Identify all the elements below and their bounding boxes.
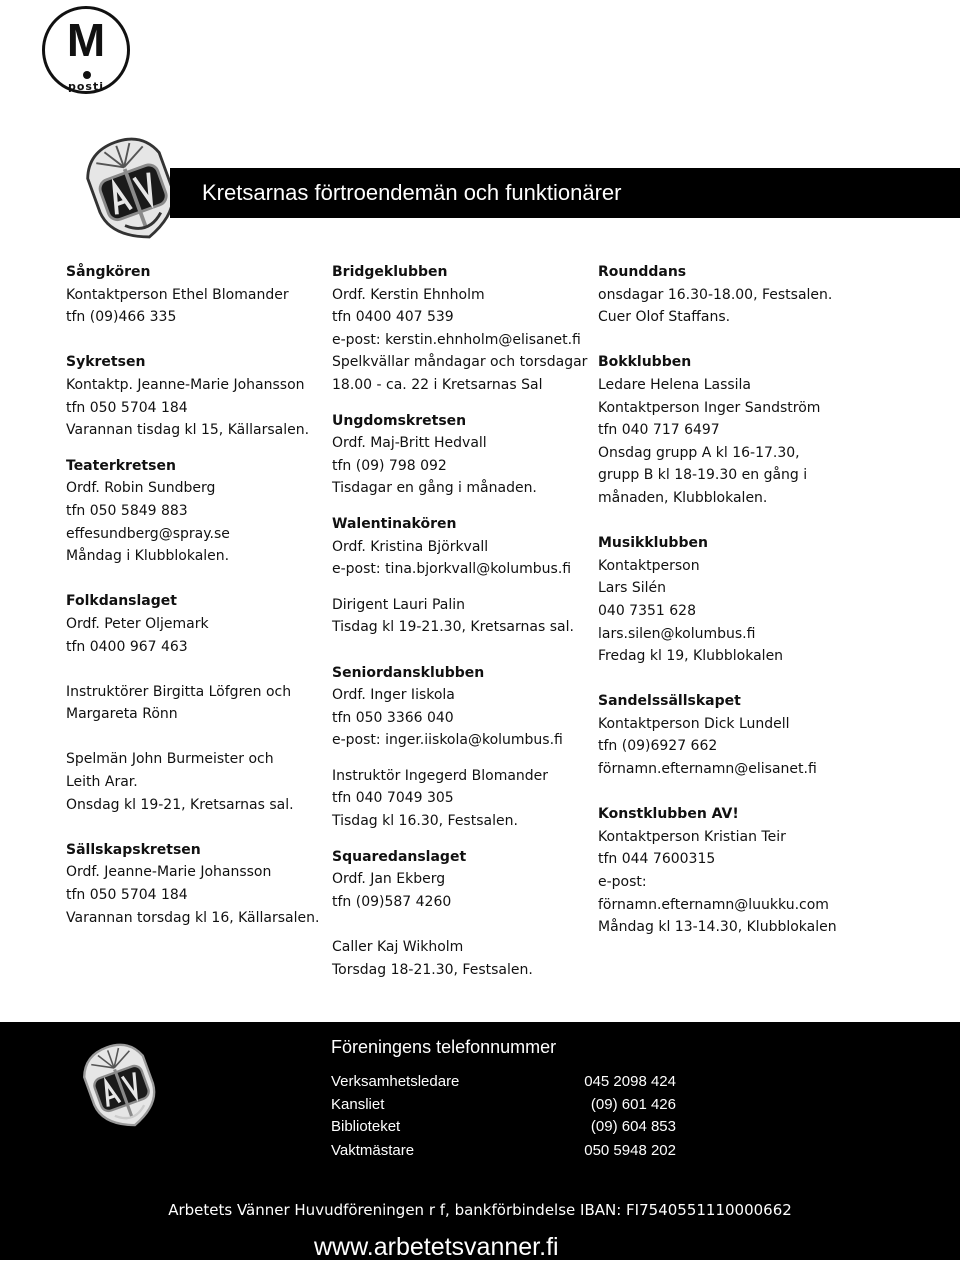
- spacer: [598, 668, 878, 691]
- text-line: e-post: tina.bjorkvall@kolumbus.fi: [332, 561, 572, 578]
- text-line: tfn 050 3366 040: [332, 709, 454, 726]
- spacer: [598, 781, 878, 804]
- phone-role: Vaktmästare: [331, 1142, 415, 1159]
- text-line: 18.00 - ca. 22 i Kretsarnas Sal: [332, 376, 543, 393]
- spacer: [332, 913, 584, 936]
- logo-dot: [83, 71, 91, 79]
- text-line: tfn 044 7600315: [598, 851, 716, 868]
- spacer: [332, 397, 584, 410]
- spacer: [66, 568, 316, 591]
- phone-row: [331, 1071, 676, 1093]
- text-line: Caller Kaj Wikholm: [332, 939, 464, 956]
- text-line: förnamn.efternamn@luukku.com: [598, 896, 829, 913]
- text-line: Kontaktperson Inger Sandström: [598, 399, 821, 416]
- footer-band: [0, 1022, 960, 1260]
- text-line: Måndag i Klubblokalen.: [66, 548, 230, 565]
- text-line: e-post: kerstin.ehnholm@elisanet.fi: [332, 331, 581, 348]
- website-link[interactable]: www.arbetetsvanner.fi: [314, 1233, 559, 1261]
- phone-number: (09) 601 426: [590, 1096, 676, 1113]
- phone-role: Verksamhetsledare: [331, 1073, 460, 1090]
- section-heading: Ungdomskretsen: [332, 412, 467, 429]
- logo-word: posti: [67, 80, 104, 93]
- text-line: Cuer Olof Staffans.: [598, 309, 731, 326]
- spacer: [332, 581, 584, 594]
- text-line: Spelkvällar måndagar och torsdagar: [332, 354, 588, 371]
- spacer: [66, 658, 316, 681]
- av-emblem-icon: [82, 1038, 160, 1136]
- phone-role: Kansliet: [331, 1096, 385, 1113]
- column-middle: [332, 261, 588, 981]
- text-line: Varannan tisdag kl 15, Källarsalen.: [66, 422, 310, 439]
- phone-row: [331, 1140, 676, 1162]
- text-line: Ordf. Robin Sundberg: [66, 480, 216, 497]
- text-line: tfn 050 5849 883: [66, 502, 188, 519]
- text-line: Ordf. Maj-Britt Hedvall: [332, 435, 487, 452]
- text-line: onsdagar 16.30-18.00, Festsalen.: [598, 286, 833, 303]
- text-line: Spelmän John Burmeister och: [66, 751, 274, 768]
- phone-number: 050 5948 202: [584, 1142, 676, 1159]
- phone-section-title: Föreningens telefonnummer: [331, 1037, 557, 1057]
- text-line: tfn 050 5704 184: [66, 399, 188, 416]
- text-line: Onsdag grupp A kl 16-17.30,: [598, 444, 800, 461]
- phone-number: (09) 604 853: [590, 1118, 676, 1135]
- phone-row: [331, 1094, 676, 1116]
- text-line: Kontaktp. Jeanne-Marie Johansson: [66, 376, 305, 393]
- title-band: [170, 168, 960, 218]
- bank-details: Arbetets Vänner Huvudföreningen r f, bankförbindelse IBAN: FI7540551110000662: [168, 1201, 792, 1219]
- section-heading: Teaterkretsen: [66, 457, 176, 474]
- text-line: Fredag kl 19, Klubblokalen: [598, 648, 784, 665]
- text-line: Ordf. Inger Iiskola: [332, 687, 455, 704]
- text-line: tfn 040 7049 305: [332, 790, 454, 807]
- text-line: Tisdagar en gång i månaden.: [332, 480, 537, 497]
- spacer: [598, 329, 878, 352]
- spacer: [66, 816, 316, 839]
- text-line: tfn 040 717 6497: [598, 422, 720, 439]
- phone-number: 045 2098 424: [584, 1073, 676, 1090]
- section-heading: Bridgeklubben: [332, 264, 448, 280]
- text-line: Ordf. Kristina Björkvall: [332, 538, 489, 555]
- section-heading: Sällskapskretsen: [66, 841, 201, 858]
- section-heading: Sykretsen: [66, 354, 146, 371]
- text-line: tfn 0400 967 463: [66, 638, 188, 655]
- text-line: e-post: inger.iiskola@kolumbus.fi: [332, 732, 563, 749]
- text-line: tfn 0400 407 539: [332, 309, 454, 326]
- text-line: lars.silen@kolumbus.fi: [598, 625, 756, 642]
- text-line: Onsdag kl 19-21, Kretsarnas sal.: [66, 796, 294, 813]
- text-line: effesundberg@spray.se: [66, 525, 230, 542]
- text-line: Ordf. Jan Ekberg: [332, 871, 446, 888]
- text-line: Ordf. Peter Oljemark: [66, 615, 209, 632]
- text-line: Kontaktperson Ethel Blomander: [66, 286, 289, 303]
- column-left: [66, 261, 320, 929]
- section-heading: Rounddans: [598, 264, 687, 280]
- text-line: Instruktörer Birgitta Löfgren och: [66, 683, 292, 700]
- section-heading: Squaredanslaget: [332, 848, 467, 865]
- av-emblem-icon: [85, 133, 180, 248]
- column-right: [598, 261, 878, 939]
- spacer: [598, 510, 878, 533]
- text-line: Dirigent Lauri Palin: [332, 596, 466, 613]
- posti-logo: [42, 6, 130, 94]
- phone-role: Biblioteket: [331, 1118, 401, 1135]
- text-line: tfn (09)587 4260: [332, 893, 452, 910]
- spacer: [332, 639, 584, 662]
- text-line: Varannan torsdag kl 16, Källarsalen.: [66, 909, 320, 926]
- text-line: Leith Arar.: [66, 774, 138, 791]
- text-line: 040 7351 628: [598, 602, 696, 619]
- section-heading: Sångkören: [66, 264, 151, 280]
- section-heading: Seniordansklubben: [332, 664, 485, 681]
- text-line: Tisdag kl 19-21.30, Kretsarnas sal.: [332, 619, 574, 636]
- text-line: Tisdag kl 16.30, Festsalen.: [332, 813, 518, 830]
- text-line: Margareta Rönn: [66, 706, 178, 723]
- text-line: e-post:: [598, 874, 647, 891]
- phone-row: [331, 1116, 676, 1138]
- text-line: tfn (09)466 335: [66, 309, 177, 326]
- text-line: Torsdag 18-21.30, Festsalen.: [332, 961, 533, 978]
- spacer: [66, 442, 316, 455]
- section-heading: Walentinakören: [332, 515, 457, 532]
- spacer: [66, 726, 316, 749]
- text-line: tfn 050 5704 184: [66, 887, 188, 904]
- text-line: grupp B kl 18-19.30 en gång i: [598, 467, 808, 484]
- text-line: förnamn.efternamn@elisanet.fi: [598, 761, 817, 778]
- section-heading: Konstklubben AV!: [598, 806, 739, 823]
- text-line: Ledare Helena Lassila: [598, 376, 752, 393]
- logo-mark: M: [66, 14, 106, 66]
- text-line: Kontaktperson: [598, 557, 700, 574]
- section-heading: Musikklubben: [598, 535, 708, 552]
- text-line: Kontaktperson Dick Lundell: [598, 715, 790, 732]
- spacer: [332, 752, 584, 765]
- spacer: [332, 833, 584, 846]
- text-line: månaden, Klubblokalen.: [598, 489, 768, 506]
- spacer: [332, 500, 584, 513]
- text-line: Instruktör Ingegerd Blomander: [332, 767, 549, 784]
- section-heading: Sandelssällskapet: [598, 693, 741, 710]
- text-line: Ordf. Kerstin Ehnholm: [332, 286, 485, 303]
- section-heading: Folkdanslaget: [66, 593, 177, 610]
- page-title: Kretsarnas förtroendemän och funktionärer: [202, 180, 622, 205]
- spacer: [66, 329, 316, 352]
- text-line: Måndag kl 13-14.30, Klubblokalen: [598, 919, 837, 936]
- text-line: Kontaktperson Kristian Teir: [598, 828, 786, 845]
- section-heading: Bokklubben: [598, 354, 692, 371]
- text-line: tfn (09)6927 662: [598, 738, 718, 755]
- text-line: tfn (09) 798 092: [332, 457, 447, 474]
- text-line: Ordf. Jeanne-Marie Johansson: [66, 864, 272, 881]
- text-line: Lars Silén: [598, 580, 667, 597]
